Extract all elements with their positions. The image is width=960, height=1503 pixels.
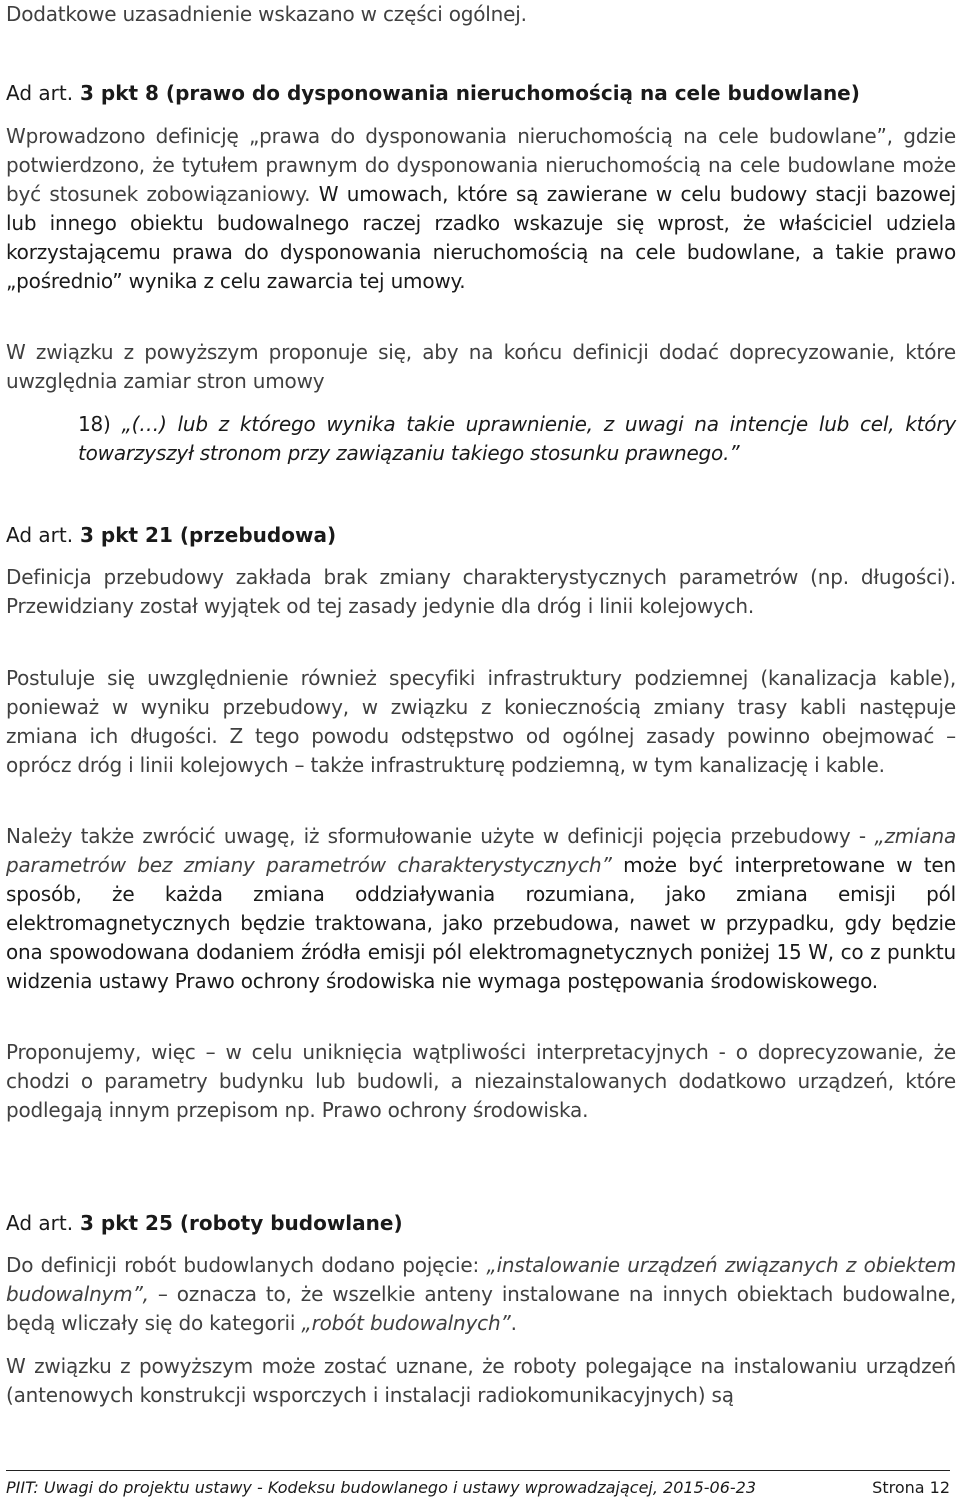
section-heading-art3-pkt21 bbox=[6, 521, 336, 550]
amendment-text: „(…) lub z którego wynika takie uprawnienie, z uwagi na intencje lub cel, który towarzyszył stronom przy zawiązaniu takiego stosunku prawnego.” bbox=[78, 412, 956, 465]
section-heading-art3-pkt25 bbox=[6, 1209, 403, 1238]
paragraph-part: – oznacza to, że wszelkie anteny instalowane na innych obiektach budowalne, będą wliczały się do kategorii bbox=[6, 1282, 956, 1335]
paragraph-postulate: Postuluje się uwzględnienie również specyfiki infrastruktury podziemnej (kanalizacja kable), ponieważ w wyniku przebudowy, w związku z koniecznością zmiany trasy kabli następuje zmiana ich długości. Z tego powodu odstępstwo od ogólnej zasady powinno obejmować – oprócz dróg i linii kolejowych – także infrastrukturę podziemną, w tym kanalizację i kable. bbox=[6, 666, 956, 777]
paragraph-part: W umowach, które są zawierane w celu budowy stacji bazowej lub innego obiektu budowalnego raczej rzadko wskazuje się wprost, że właściciel udziela korzystającemu prawa do dysponowania nieruchomością na cele budowlane, a takie prawo „pośrednio” wynika z celu zawarcia tej umowy. bbox=[6, 182, 956, 293]
heading-title: 3 pkt 8 (prawo do dysponowania nieruchomością na cele budowlane) bbox=[73, 81, 860, 105]
paragraph-remark bbox=[6, 822, 956, 996]
page-footer bbox=[6, 1470, 950, 1499]
quoted-phrase: „zmiana parametrów bez zmiany parametrów charakterystycznych” bbox=[6, 824, 956, 877]
amendment-number: 18) bbox=[78, 412, 111, 436]
quoted-phrase: „instalowanie urządzeń związanych z obiektem budowalnym”, bbox=[6, 1253, 956, 1306]
heading-title: 3 pkt 25 (roboty budowlane) bbox=[73, 1211, 403, 1235]
paragraph-part: może być interpretowane w ten sposób, że każda zmiana oddziaływania rozumiana, jako zmiana emisji pól elektromagnetycznych będzie traktowana, jako przebudowa, nawet w przypadku, gdy będzie ona spowodowana dodaniem źródła emisji pól elektromagnetycznych poniżej 15 W, co z punktu widzenia ustawy Prawo ochrony środowiska nie wymaga postępowania środowiskowego. bbox=[6, 853, 956, 993]
paragraph-roboty-definition bbox=[6, 1251, 956, 1338]
paragraph-part: Należy także zwrócić uwagę, iż sformułowanie użyte w definicji pojęcia przebudowy - bbox=[6, 824, 875, 848]
heading-title: 3 pkt 21 (przebudowa) bbox=[73, 523, 337, 547]
paragraph-part: Wprowadzono definicję „prawa do dysponowania nieruchomością na cele budowlane”, gdzie potwierdzono, że tytułem prawnym do dysponowania nieruchomością na cele budowlane może być stosunek zobowiązaniowy. bbox=[6, 124, 956, 206]
paragraph-part: . bbox=[510, 1311, 517, 1335]
paragraph-przebudowa-definition: Definicja przebudowy zakłada brak zmiany charakterystycznych parametrów (np. długości). Przewidziany został wyjątek od tej zasady jedynie dla dróg i linii kolejowych. bbox=[6, 565, 956, 618]
quoted-phrase: „robót budowalnych” bbox=[301, 1311, 511, 1335]
paragraph-part: Do definicji robót budowlanych dodano pojęcie: bbox=[6, 1253, 487, 1277]
paragraph-proposal-2: Proponujemy, więc – w celu uniknięcia wątpliwości interpretacyjnych - o doprecyzowanie, że chodzi o parametry budynku lub budowli, a niezainstalowanych dodatkowo urządzeń, które podlegają innym przepisom np. Prawo ochrony środowiska. bbox=[6, 1040, 956, 1122]
heading-lead: Ad art. bbox=[6, 1211, 74, 1235]
footer-document-title: PIIT: Uwagi do projektu ustawy - Kodeksu budowlanego i ustawy wprowadzającej, 2015-06-23 bbox=[6, 1478, 757, 1497]
paragraph-proposal: W związku z powyższym proponuje się, aby na końcu definicji dodać doprecyzowanie, które uwzględnia zamiar stron umowy bbox=[6, 340, 956, 393]
quoted-amendment bbox=[6, 410, 956, 468]
section-heading-art3-pkt8 bbox=[6, 79, 860, 108]
intro-paragraph: Dodatkowe uzasadnienie wskazano w części ogólnej. bbox=[6, 2, 527, 26]
heading-lead: Ad art. bbox=[6, 81, 74, 105]
paragraph-conclusion: W związku z powyższym może zostać uznane, że roboty polegające na instalowaniu urządzeń (antenowych konstrukcji wsporczych i instalacji radiokomunikacyjnych) są bbox=[6, 1354, 956, 1407]
heading-lead: Ad art. bbox=[6, 523, 74, 547]
footer-page-number: Strona 12 bbox=[872, 1478, 950, 1497]
paragraph-definition bbox=[6, 122, 956, 296]
